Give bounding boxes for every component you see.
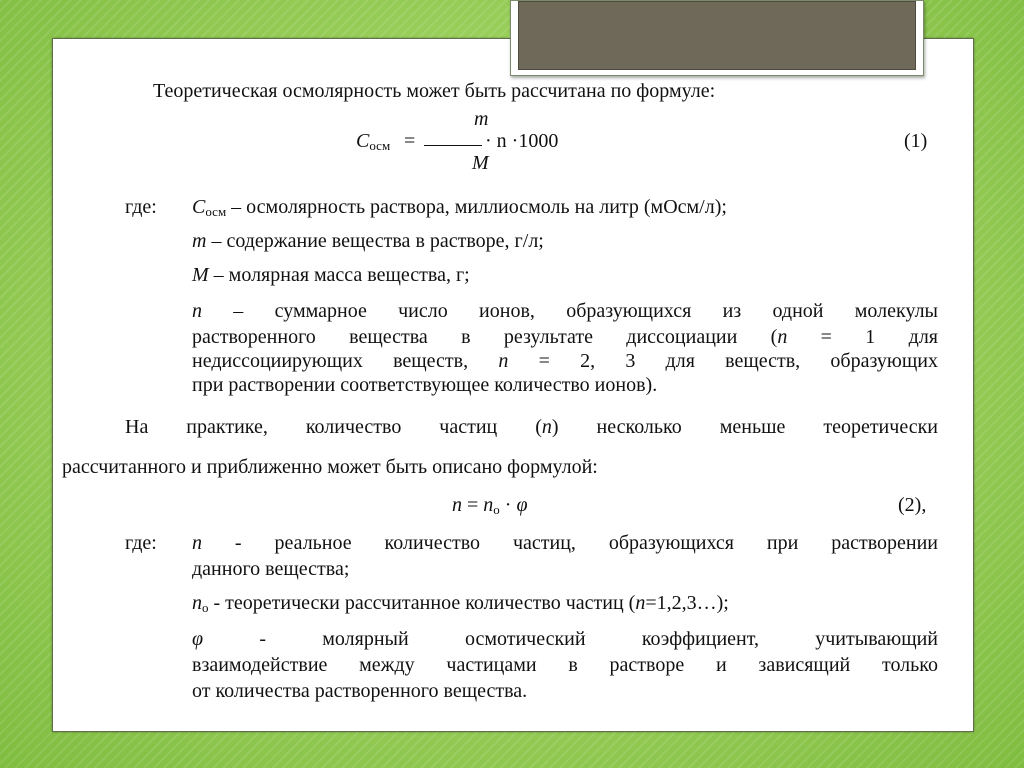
formula-1-numerator: m (474, 108, 489, 130)
formula-1-denominator: M (472, 152, 489, 174)
def-n-line-2: растворенного вещества в результате диссоциации (n = 1 для (192, 326, 938, 348)
def-phi-line-2: взаимодействие между частицами в растворе и зависящий только (192, 654, 938, 676)
where-label-1: где: (125, 196, 157, 218)
practice-line-1: На практике, количество частиц (n) несколько меньше теоретически (125, 416, 938, 438)
def-m: m – содержание вещества в растворе, г/л; (192, 230, 544, 252)
def-phi-line-1: φ - молярный осмотический коэффициент, учитывающий (192, 628, 938, 650)
where-label-2: где: (125, 532, 157, 554)
def-c-osm: $C_{осм}$ – осмолярность раствора, миллиосмоль на литр (мОсм/л); (192, 196, 727, 219)
def-n0: $n_o$ - теоретически рассчитанное количество частиц (n=1,2,3…); (192, 592, 729, 615)
def-n-line-3: недиссоциирующих веществ, n = 2, 3 для веществ, образующих (192, 350, 938, 372)
title-placeholder-frame (510, 0, 924, 76)
formula-1-fraction-bar (424, 145, 482, 146)
def-n-real-line-2: данного вещества; (192, 558, 350, 580)
title-placeholder (518, 1, 916, 70)
formula-2-number: (2), (898, 494, 927, 516)
practice-line-2: рассчитанного и приближенно может быть описано формулой: (62, 456, 598, 478)
intro-text: Теоретическая осмолярность может быть рассчитана по формуле: (153, 80, 716, 102)
def-n-real-line-1: n - реальное количество частиц, образующихся при растворении (192, 532, 938, 554)
formula-1-equals: = (404, 130, 416, 152)
formula-2-expression: $n = n_o \cdot \varphi$ (452, 494, 528, 517)
formula-1-rest: · n ·1000 (485, 130, 559, 152)
formula-1-lhs: $C_{осм}$ (356, 130, 391, 153)
def-n-line-1: n – суммарное число ионов, образующихся из одной молекулы (192, 300, 938, 322)
def-M: M – молярная масса вещества, г; (192, 264, 470, 286)
def-phi-line-3: от количества растворенного вещества. (192, 680, 528, 702)
def-n-line-4: при растворении соответствующее количество ионов). (192, 374, 658, 396)
formula-1-number: (1) (904, 130, 928, 152)
